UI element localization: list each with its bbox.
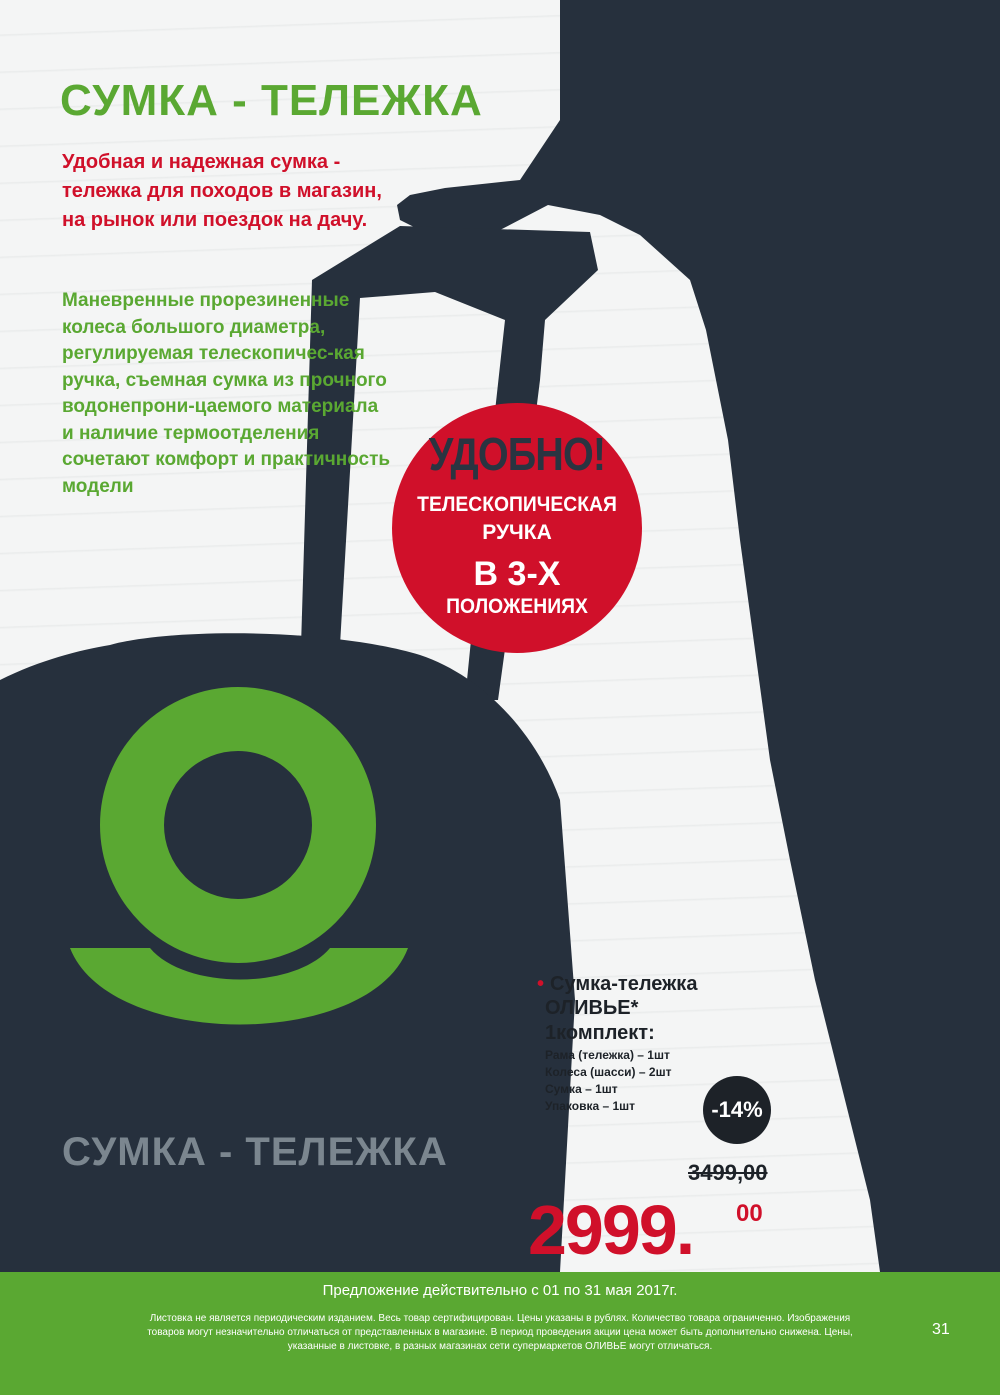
product-kit-label: 1комплект: <box>545 1022 655 1044</box>
page-title: СУМКА - ТЕЛЕЖКА <box>60 76 483 125</box>
feature-badge <box>392 403 642 653</box>
bullet-icon: • <box>537 973 545 995</box>
badge-line-2: РУЧКА <box>482 521 552 544</box>
offer-validity: Предложение действительно с 01 по 31 мая 2017г. <box>322 1282 678 1299</box>
description-highlight: Удобная и надежная сумка - тележка для походов в магазин, на рынок или поездок на дачу. <box>62 151 382 231</box>
description-details: Маневренные прорезиненные колеса большого диаметра, регулируемая телескопичес-кая ручка, съемная сумка из прочного водонепрони-цаемого материала и наличие термоотделения сочетают комфорт и практичность модели <box>62 290 391 497</box>
badge-line-4: ПОЛОЖЕНИЯХ <box>446 595 588 618</box>
brand-caption: СУМКА - ТЕЛЕЖКА <box>62 1130 448 1174</box>
page-number: 31 <box>932 1321 950 1338</box>
new-price: 2999. <box>528 1191 694 1269</box>
list-item: Рама (тележка) – 1шт <box>545 1048 670 1062</box>
badge-headline: УДОБНО! <box>428 428 606 480</box>
old-price: 3499,00 <box>688 1160 768 1185</box>
legal-disclaimer: Листовка не является периодическим изданием. Весь товар сертифицирован. Цены указаны в рублях. Количество товара ограниченно. Изображения товаров могут незначительно отличаться от представленных в магазине. В период проведения акции цена может быть дополнительно снижена. Цены, указанные в листовке, в разных магазинах сети супермаркетов ОЛИВЬЕ могут отличаться. <box>147 1313 853 1352</box>
product-name-line-2: ОЛИВЬЕ* <box>545 997 639 1019</box>
product-name <box>537 972 737 1020</box>
product-name-line-1: Сумка-тележка <box>550 973 698 995</box>
new-price-cents: 00 <box>736 1200 763 1227</box>
list-item: Упаковка – 1шт <box>545 1099 636 1113</box>
badge-line-3: В 3-Х <box>473 555 561 593</box>
discount-badge: -14% <box>703 1076 771 1144</box>
list-item: Сумка – 1шт <box>545 1082 618 1096</box>
footer <box>0 1272 1000 1395</box>
list-item: Колеса (шасси) – 2шт <box>545 1065 672 1079</box>
badge-line-1: ТЕЛЕСКОПИЧЕСКАЯ <box>417 493 617 516</box>
